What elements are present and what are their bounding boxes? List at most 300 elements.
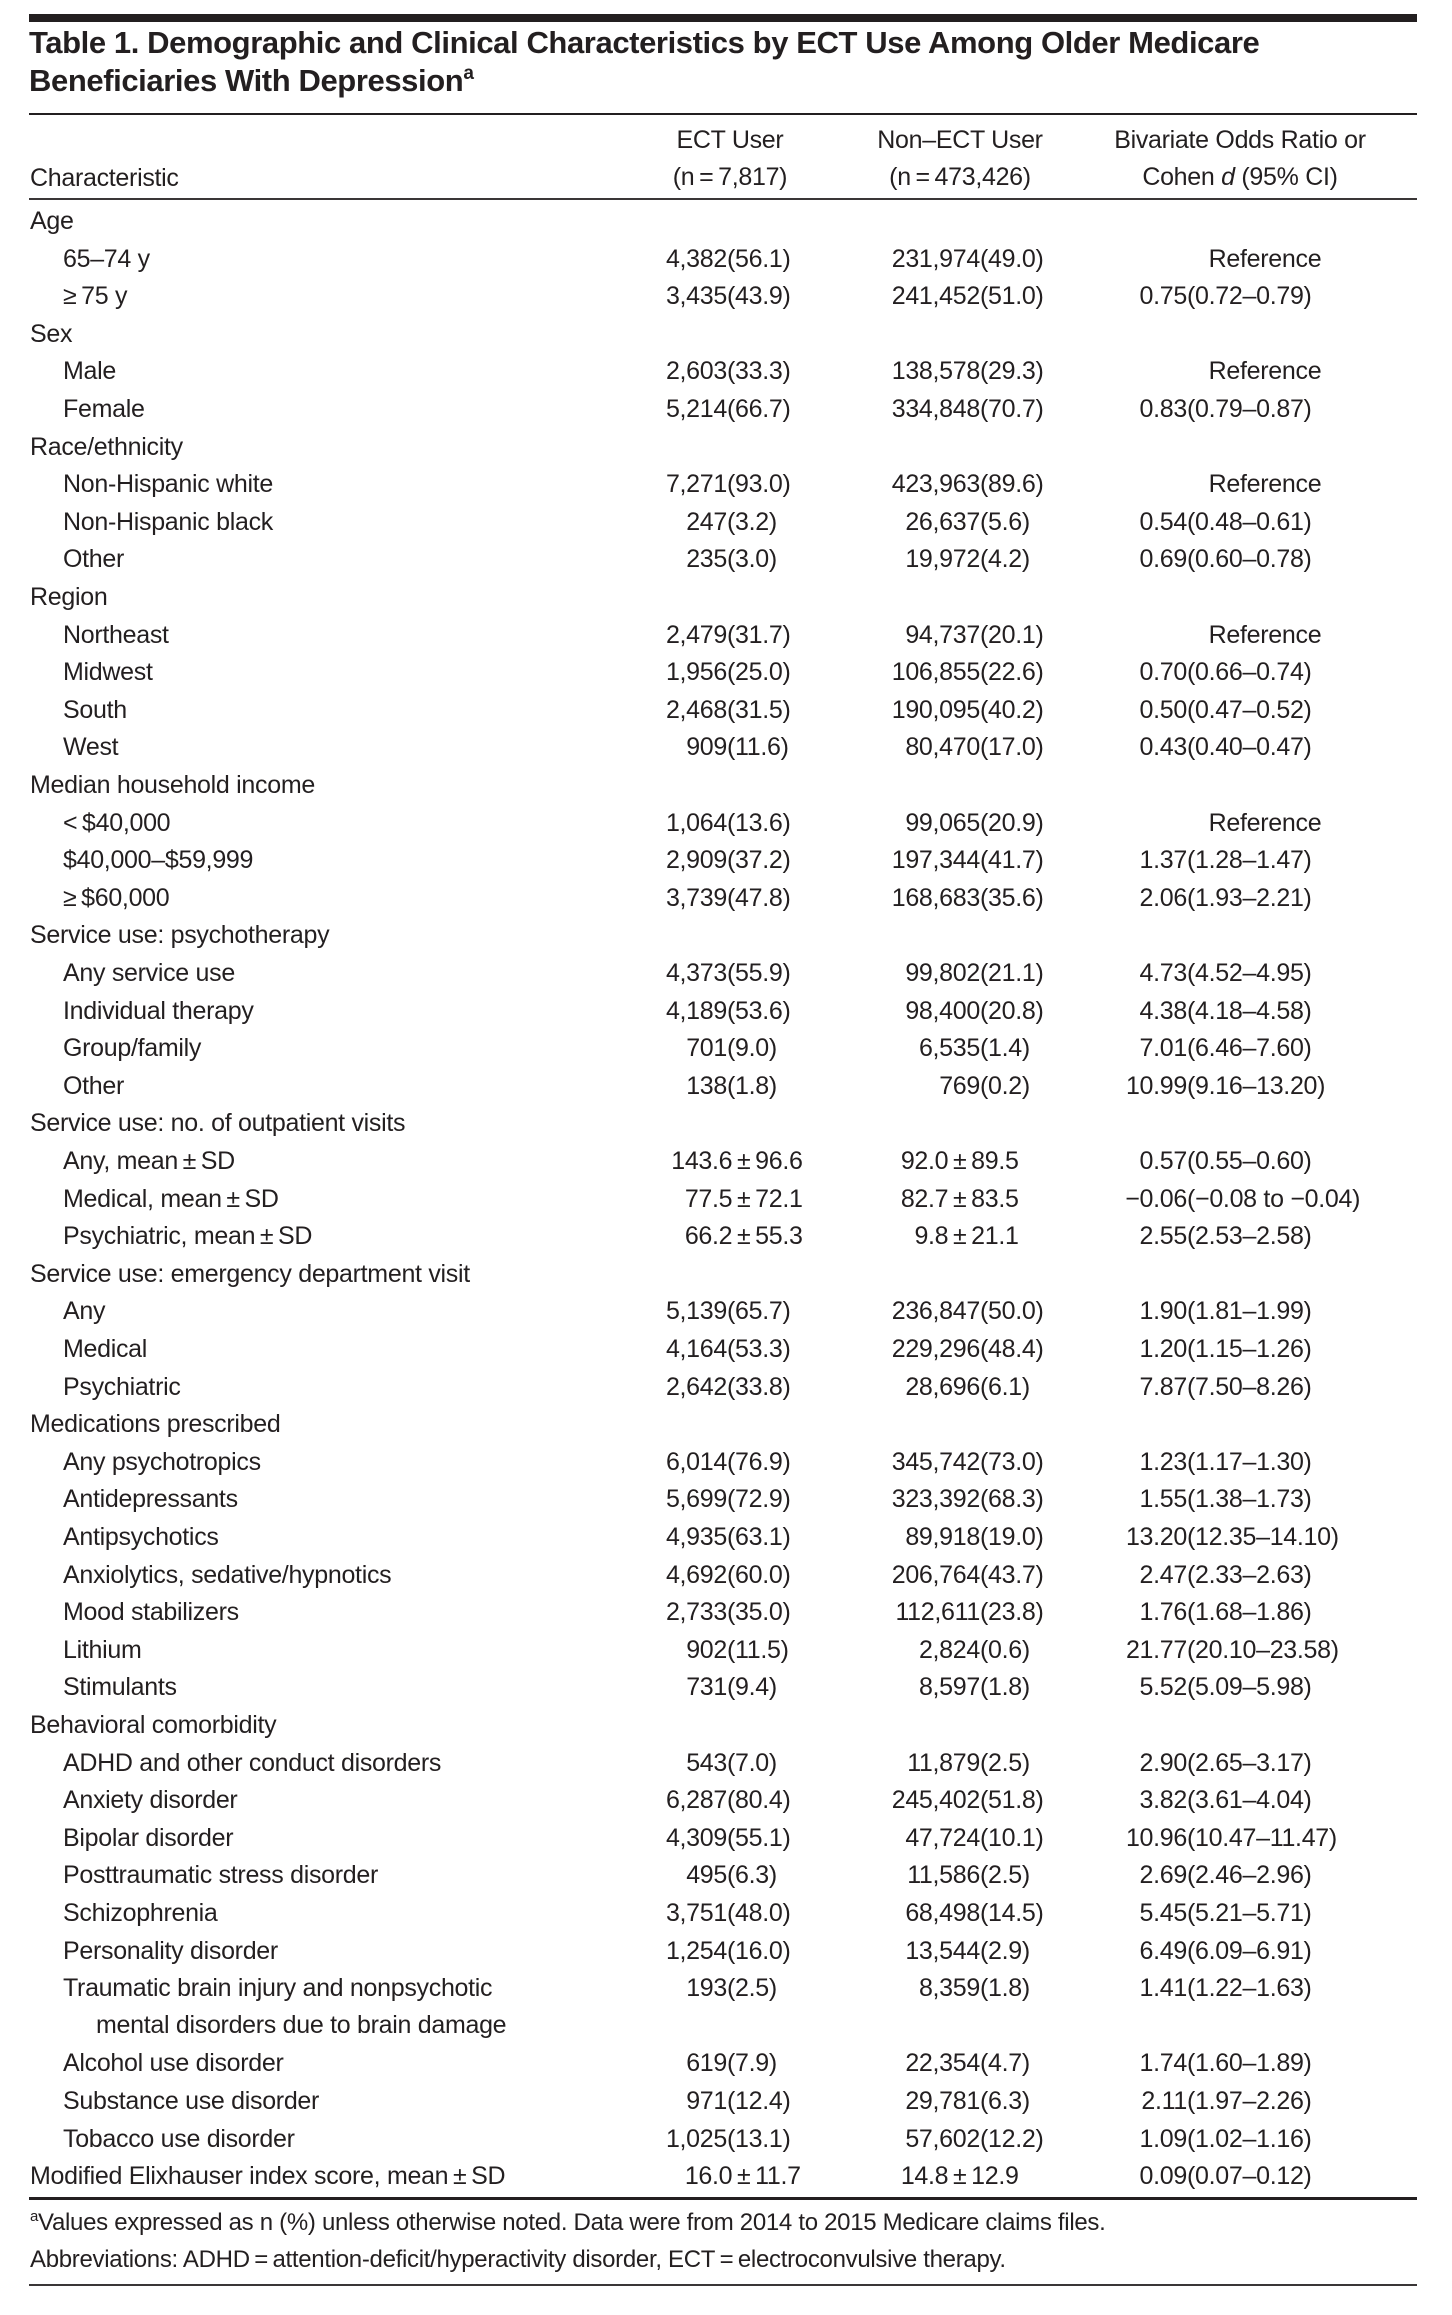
odds-ratio-value-detail: (5.21–5.71) bbox=[1187, 1899, 1312, 1927]
row-label: Any bbox=[63, 1297, 106, 1326]
row-label: Any psychotropics bbox=[63, 1447, 261, 1476]
table-row bbox=[0, 1782, 1452, 1819]
table-row bbox=[0, 1933, 1452, 1970]
row-label: Bipolar disorder bbox=[63, 1823, 234, 1852]
ect-user-value-detail: ± 72.1 bbox=[737, 1184, 803, 1213]
odds-ratio-value-detail: (3.61–4.04) bbox=[1187, 1786, 1312, 1815]
non-ect-user-value-main: 99,802 bbox=[905, 959, 980, 987]
table-row bbox=[0, 1218, 1452, 1255]
ect-user-value-main: 4,164 bbox=[665, 1335, 727, 1363]
ect-user-value-main: 1,025 bbox=[665, 2124, 727, 2153]
non-ect-user-value-main: 89,918 bbox=[905, 1523, 980, 1551]
odds-ratio-value-detail: (0.66–0.74) bbox=[1187, 658, 1312, 687]
ect-user-value-main: 4,189 bbox=[665, 996, 727, 1025]
row-label: Psychiatric bbox=[63, 1372, 181, 1401]
non-ect-user-value-main: 334,848 bbox=[891, 395, 980, 423]
ect-user-value-detail: (31.7) bbox=[727, 620, 791, 649]
ect-user-value-main: 5,214 bbox=[665, 395, 727, 423]
odds-ratio-value-detail: (1.38–1.73) bbox=[1187, 1485, 1312, 1514]
ect-user-value-main: 2,642 bbox=[665, 1372, 727, 1401]
non-ect-user-value-detail: (43.7) bbox=[980, 1560, 1044, 1589]
row-label: Anxiety disorder bbox=[63, 1786, 238, 1815]
row-label: 65–74 y bbox=[63, 244, 150, 273]
odds-ratio-value-main: 1.74 bbox=[1139, 2049, 1187, 2078]
ect-user-value-detail: (33.8) bbox=[727, 1372, 791, 1401]
ect-user-value-main: 1,064 bbox=[665, 808, 727, 837]
odds-ratio-value-main: 10.99 bbox=[1125, 1071, 1187, 1100]
ect-user-value-main: 235 bbox=[686, 545, 727, 574]
ect-user-value-main: 2,468 bbox=[665, 695, 727, 724]
odds-ratio-value-detail: (0.48–0.61) bbox=[1187, 507, 1312, 536]
non-ect-user-value-detail: (6.3) bbox=[980, 2087, 1030, 2115]
table-row bbox=[0, 1331, 1452, 1368]
non-ect-user-value-detail: (35.6) bbox=[980, 883, 1044, 912]
odds-ratio-value-main: 0.09 bbox=[1139, 2162, 1187, 2191]
row-label: Stimulants bbox=[63, 1673, 177, 1702]
row-label: Substance use disorder bbox=[63, 2087, 320, 2115]
table-title bbox=[29, 24, 1429, 100]
odds-ratio-value-detail: (7.50–8.26) bbox=[1187, 1372, 1312, 1401]
non-ect-user-value-detail: (2.5) bbox=[980, 1748, 1030, 1777]
odds-ratio-value-main: 1.90 bbox=[1139, 1297, 1187, 1326]
odds-ratio-value-main: 2.06 bbox=[1139, 883, 1187, 912]
non-ect-user-value-main: 47,724 bbox=[905, 1823, 980, 1852]
odds-ratio-value-main: 13.20 bbox=[1125, 1523, 1187, 1551]
table-row bbox=[0, 1895, 1452, 1932]
odds-ratio-value-detail: (6.09–6.91) bbox=[1187, 1936, 1312, 1965]
reference-label: Reference bbox=[1208, 620, 1322, 649]
non-ect-user-value-main: 82.7 bbox=[900, 1184, 953, 1213]
non-ect-user-value-detail: (51.0) bbox=[980, 282, 1044, 311]
row-label: Individual therapy bbox=[63, 996, 254, 1025]
odds-ratio-value-detail: (20.10–23.58) bbox=[1187, 1635, 1339, 1664]
non-ect-user-value-detail: (50.0) bbox=[980, 1297, 1044, 1326]
ect-user-value-main: 3,739 bbox=[665, 883, 727, 912]
odds-ratio-value-detail: (−0.08 to −0.04) bbox=[1187, 1184, 1361, 1213]
non-ect-user-value-detail: (49.0) bbox=[980, 244, 1044, 273]
row-label: Region bbox=[30, 583, 108, 611]
row-label: Other bbox=[63, 1071, 125, 1100]
odds-ratio-value-main: 1.55 bbox=[1139, 1485, 1187, 1514]
row-label: ≥ 75 y bbox=[63, 282, 128, 311]
ect-user-value-detail: (55.9) bbox=[727, 959, 791, 987]
row-label: Behavioral comorbidity bbox=[30, 1711, 277, 1739]
table-row bbox=[0, 692, 1452, 729]
row-label: Any service use bbox=[63, 959, 235, 987]
table-group-row bbox=[0, 429, 1452, 466]
non-ect-user-value-detail: (68.3) bbox=[980, 1485, 1044, 1514]
title-rule bbox=[29, 113, 1417, 115]
table-row bbox=[0, 2045, 1452, 2082]
odds-ratio-value-main: 1.09 bbox=[1139, 2124, 1187, 2153]
table-row bbox=[0, 504, 1452, 541]
non-ect-user-value-detail: (14.5) bbox=[980, 1899, 1044, 1927]
ect-user-value-main: 2,733 bbox=[665, 1598, 727, 1627]
non-ect-user-value-main: 236,847 bbox=[891, 1297, 980, 1326]
header-ect-user bbox=[640, 122, 820, 196]
non-ect-user-value-main: 9.8 bbox=[914, 1222, 953, 1251]
table-row bbox=[0, 391, 1452, 428]
row-label: Female bbox=[63, 395, 145, 423]
ect-user-value-main: 5,699 bbox=[665, 1485, 727, 1514]
table-group-row bbox=[0, 316, 1452, 353]
ect-user-value-detail: (3.2) bbox=[727, 507, 777, 536]
row-label: $40,000–$59,999 bbox=[63, 846, 254, 875]
ect-user-value-detail: (7.0) bbox=[727, 1748, 777, 1777]
row-label: Age bbox=[30, 207, 74, 235]
non-ect-user-value-main: 769 bbox=[939, 1071, 980, 1100]
ect-user-value-main: 2,479 bbox=[665, 620, 727, 649]
non-ect-user-value-main: 231,974 bbox=[891, 244, 980, 273]
row-label: Schizophrenia bbox=[63, 1899, 218, 1927]
row-label: Median household income bbox=[30, 771, 315, 799]
ect-user-value-main: 909 bbox=[686, 733, 727, 762]
ect-user-value-detail: (11.5) bbox=[727, 1635, 789, 1664]
odds-ratio-value-main: 6.49 bbox=[1139, 1936, 1187, 1965]
footnote-end-rule bbox=[29, 2284, 1417, 2286]
non-ect-user-value-detail: ± 12.9 bbox=[953, 2162, 1019, 2191]
non-ect-user-value-detail: (0.2) bbox=[980, 1071, 1030, 1100]
non-ect-user-value-main: 197,344 bbox=[891, 846, 980, 875]
odds-ratio-value-detail: (1.17–1.30) bbox=[1187, 1447, 1312, 1476]
non-ect-user-value-detail: (4.7) bbox=[980, 2049, 1030, 2078]
header-odds-ratio bbox=[1090, 122, 1390, 196]
row-label: ADHD and other conduct disorders bbox=[63, 1748, 442, 1777]
ect-user-value-detail: (55.1) bbox=[727, 1823, 791, 1852]
non-ect-user-value-detail: (20.1) bbox=[980, 620, 1044, 649]
table-row bbox=[0, 1369, 1452, 1406]
ect-user-value-main: 6,287 bbox=[665, 1786, 727, 1815]
ect-user-value-main: 701 bbox=[686, 1034, 727, 1063]
table-row bbox=[0, 1820, 1452, 1857]
non-ect-user-value-detail: (2.5) bbox=[980, 1861, 1030, 1890]
odds-ratio-value-detail: (0.55–0.60) bbox=[1187, 1147, 1312, 1175]
non-ect-user-value-detail: (20.9) bbox=[980, 808, 1044, 837]
top-rule bbox=[29, 14, 1417, 22]
row-label: Mood stabilizers bbox=[63, 1598, 239, 1627]
header-characteristic: Characteristic bbox=[30, 164, 179, 192]
non-ect-user-value-main: 22,354 bbox=[905, 2049, 980, 2078]
non-ect-user-value-detail: (48.4) bbox=[980, 1335, 1044, 1363]
ect-user-value-detail: (12.4) bbox=[727, 2087, 791, 2115]
row-label: Northeast bbox=[63, 620, 169, 649]
ect-user-value-main: 77.5 bbox=[684, 1184, 737, 1213]
odds-ratio-value-detail: (10.47–11.47) bbox=[1187, 1823, 1337, 1852]
non-ect-user-value-detail: (6.1) bbox=[980, 1372, 1030, 1401]
non-ect-user-value-main: 168,683 bbox=[891, 883, 980, 912]
non-ect-user-value-detail: (21.1) bbox=[980, 959, 1044, 987]
ect-user-value-main: 16.0 bbox=[684, 2162, 737, 2191]
odds-ratio-value-detail: (1.22–1.63) bbox=[1187, 1974, 1312, 2003]
table-group-row bbox=[0, 1256, 1452, 1293]
row-label: Antidepressants bbox=[63, 1485, 238, 1514]
row-label: Midwest bbox=[63, 658, 153, 687]
ect-user-value-main: 543 bbox=[686, 1748, 727, 1777]
non-ect-user-value-main: 2,824 bbox=[918, 1635, 980, 1664]
odds-ratio-value-detail: (1.60–1.89) bbox=[1187, 2049, 1312, 2078]
non-ect-user-value-detail: (12.2) bbox=[980, 2124, 1044, 2153]
row-label: Psychiatric, mean ± SD bbox=[63, 1222, 313, 1251]
non-ect-user-value-main: 190,095 bbox=[891, 695, 980, 724]
ect-user-value-main: 971 bbox=[686, 2087, 727, 2115]
row-label: ≥ $60,000 bbox=[63, 883, 170, 912]
table-row bbox=[0, 241, 1452, 278]
ect-user-value-detail: (72.9) bbox=[727, 1485, 791, 1514]
ect-user-value-main: 902 bbox=[686, 1635, 727, 1664]
odds-ratio-value-main: 0.57 bbox=[1139, 1147, 1187, 1175]
ect-user-value-detail: (31.5) bbox=[727, 695, 791, 724]
table-row bbox=[0, 1557, 1452, 1594]
odds-ratio-value-detail: (4.52–4.95) bbox=[1187, 959, 1312, 987]
ect-user-value-detail: (53.6) bbox=[727, 996, 791, 1025]
non-ect-user-value-main: 112,611 bbox=[895, 1598, 980, 1627]
row-label: Modified Elixhauser index score, mean ± SD bbox=[30, 2162, 506, 2191]
odds-ratio-value-main: 10.96 bbox=[1125, 1823, 1187, 1852]
odds-ratio-value-main: 0.75 bbox=[1139, 282, 1187, 311]
ect-user-value-detail: (80.4) bbox=[727, 1786, 791, 1815]
non-ect-user-value-main: 28,696 bbox=[905, 1372, 980, 1401]
non-ect-user-value-main: 6,535 bbox=[918, 1034, 980, 1063]
table-row bbox=[0, 729, 1452, 766]
odds-ratio-value-detail: (2.46–2.96) bbox=[1187, 1861, 1312, 1890]
ect-user-value-main: 3,751 bbox=[665, 1899, 727, 1927]
table-group-row bbox=[0, 1105, 1452, 1142]
table-row bbox=[0, 1444, 1452, 1481]
table-row bbox=[0, 1519, 1452, 1556]
table-row bbox=[0, 2158, 1452, 2195]
ect-user-value-detail: (48.0) bbox=[727, 1899, 791, 1927]
ect-user-value-detail: (2.5) bbox=[727, 1974, 777, 2003]
table-row bbox=[0, 1293, 1452, 1330]
row-label: West bbox=[63, 733, 119, 762]
odds-ratio-value-detail: (0.07–0.12) bbox=[1187, 2162, 1312, 2191]
table-row bbox=[0, 880, 1452, 917]
non-ect-user-value-main: 229,296 bbox=[891, 1335, 980, 1363]
reference-label: Reference bbox=[1208, 357, 1322, 386]
row-label: Lithium bbox=[63, 1635, 142, 1664]
row-label: Service use: psychotherapy bbox=[30, 921, 330, 950]
non-ect-user-value-detail: (23.8) bbox=[980, 1598, 1044, 1627]
row-label: Traumatic brain injury and nonpsychotic bbox=[63, 1974, 493, 2003]
odds-ratio-value-detail: (0.40–0.47) bbox=[1187, 733, 1312, 762]
ect-user-value-detail: ± 96.6 bbox=[737, 1147, 803, 1175]
footnote-marker: a bbox=[463, 63, 474, 84]
odds-ratio-value-main: 1.41 bbox=[1139, 1974, 1187, 2003]
reference-label: Reference bbox=[1208, 808, 1322, 837]
non-ect-user-value-main: 14.8 bbox=[900, 2162, 953, 2191]
ect-user-value-main: 138 bbox=[686, 1071, 727, 1100]
non-ect-user-value-main: 206,764 bbox=[891, 1560, 980, 1589]
odds-ratio-value-main: 7.01 bbox=[1139, 1034, 1187, 1063]
non-ect-user-value-main: 68,498 bbox=[905, 1899, 980, 1927]
odds-ratio-value-detail: (0.79–0.87) bbox=[1187, 395, 1312, 423]
row-label: Service use: no. of outpatient visits bbox=[30, 1109, 406, 1138]
non-ect-user-value-main: 106,855 bbox=[891, 658, 980, 687]
header-non-ect-user bbox=[860, 122, 1060, 196]
non-ect-user-value-detail: (1.8) bbox=[980, 1974, 1030, 2003]
ect-user-value-main: 193 bbox=[686, 1974, 727, 2003]
table-row bbox=[0, 1745, 1452, 1782]
row-label: Race/ethnicity bbox=[30, 432, 183, 461]
ect-user-value-main: 731 bbox=[686, 1673, 727, 1702]
odds-ratio-value-main: 2.69 bbox=[1139, 1861, 1187, 1890]
table-row bbox=[0, 805, 1452, 842]
ect-user-value-main: 247 bbox=[686, 507, 727, 536]
table-row bbox=[0, 1181, 1452, 1218]
odds-ratio-value-main: 5.45 bbox=[1139, 1899, 1187, 1927]
table-row bbox=[0, 1970, 1452, 2040]
odds-ratio-value-detail: (12.35–14.10) bbox=[1187, 1523, 1339, 1551]
odds-ratio-value-main: 1.37 bbox=[1139, 846, 1187, 875]
non-ect-user-value-main: 57,602 bbox=[905, 2124, 980, 2153]
odds-ratio-value-detail: (9.16–13.20) bbox=[1187, 1071, 1326, 1100]
ect-user-value-main: 619 bbox=[686, 2049, 727, 2078]
row-label: Tobacco use disorder bbox=[63, 2124, 295, 2153]
ect-user-value-detail: (56.1) bbox=[727, 244, 791, 273]
non-ect-user-value-main: 29,781 bbox=[905, 2087, 980, 2115]
table-row bbox=[0, 955, 1452, 992]
non-ect-user-value-main: 94,737 bbox=[905, 620, 980, 649]
row-label: Personality disorder bbox=[63, 1936, 278, 1965]
non-ect-user-value-detail: (73.0) bbox=[980, 1447, 1044, 1476]
odds-ratio-value-main: 2.55 bbox=[1139, 1222, 1187, 1251]
odds-ratio-value-main: 3.82 bbox=[1139, 1786, 1187, 1815]
ect-user-value-main: 5,139 bbox=[665, 1297, 727, 1326]
non-ect-user-value-detail: (19.0) bbox=[980, 1523, 1044, 1551]
table-row bbox=[0, 1481, 1452, 1518]
odds-ratio-value-main: 4.73 bbox=[1139, 959, 1187, 987]
table-row bbox=[0, 2083, 1452, 2120]
non-ect-user-value-main: 8,597 bbox=[918, 1673, 980, 1702]
non-ect-user-value-detail: (20.8) bbox=[980, 996, 1044, 1025]
ect-user-value-detail: (13.1) bbox=[727, 2124, 791, 2153]
table-group-row bbox=[0, 579, 1452, 616]
non-ect-user-value-detail: (70.7) bbox=[980, 395, 1044, 423]
table-row bbox=[0, 2121, 1452, 2158]
non-ect-user-value-main: 80,470 bbox=[905, 733, 980, 762]
table-row bbox=[0, 278, 1452, 315]
table-title-text: Table 1. Demographic and Clinical Characteristics by ECT Use Among Older Medicare Beneficiaries With Depression bbox=[29, 25, 1260, 98]
odds-ratio-value-detail: (2.65–3.17) bbox=[1187, 1748, 1312, 1777]
odds-ratio-value-detail: (0.72–0.79) bbox=[1187, 282, 1312, 311]
row-label: Group/family bbox=[63, 1034, 202, 1063]
row-label-continuation: mental disorders due to brain damage bbox=[96, 2011, 507, 2040]
non-ect-user-value-main: 8,359 bbox=[918, 1974, 980, 2003]
odds-ratio-value-detail: (1.68–1.86) bbox=[1187, 1598, 1312, 1627]
footnote-a bbox=[30, 2204, 1105, 2241]
odds-ratio-value-main: 2.11 bbox=[1141, 2087, 1187, 2115]
ect-user-value-main: 1,254 bbox=[665, 1936, 727, 1965]
odds-ratio-value-main: −0.06 bbox=[1125, 1184, 1187, 1213]
non-ect-user-value-detail: (5.6) bbox=[980, 507, 1030, 536]
ect-user-value-detail: (93.0) bbox=[727, 470, 791, 499]
row-label: Posttraumatic stress disorder bbox=[63, 1861, 379, 1890]
non-ect-user-value-detail: (40.2) bbox=[980, 695, 1044, 724]
ect-user-value-detail: (33.3) bbox=[727, 357, 791, 386]
table-group-row bbox=[0, 203, 1452, 240]
row-label: Non-Hispanic white bbox=[63, 470, 273, 499]
non-ect-user-value-main: 241,452 bbox=[891, 282, 980, 311]
ect-user-value-detail: (1.8) bbox=[727, 1071, 777, 1100]
table-row bbox=[0, 1143, 1452, 1180]
footnote-a-text: Values expressed as n (%) unless otherwise noted. Data were from 2014 to 2015 Medicare claims files. bbox=[38, 2209, 1106, 2236]
reference-label: Reference bbox=[1208, 470, 1322, 499]
non-ect-user-value-detail: (22.6) bbox=[980, 658, 1044, 687]
non-ect-user-value-detail: ± 83.5 bbox=[953, 1184, 1019, 1213]
non-ect-user-value-detail: (41.7) bbox=[980, 846, 1044, 875]
odds-ratio-value-main: 2.47 bbox=[1139, 1560, 1187, 1589]
table-row bbox=[0, 1857, 1452, 1894]
body-end-rule bbox=[29, 2197, 1417, 2200]
odds-ratio-value-detail: (0.47–0.52) bbox=[1187, 695, 1312, 724]
non-ect-user-value-detail: (17.0) bbox=[980, 733, 1044, 762]
row-label: Non-Hispanic black bbox=[63, 507, 273, 536]
row-label: Medical bbox=[63, 1335, 148, 1363]
ect-user-value-main: 3,435 bbox=[665, 282, 727, 311]
reference-label: Reference bbox=[1208, 244, 1322, 273]
ect-user-value-detail: (9.4) bbox=[727, 1673, 777, 1702]
non-ect-user-value-main: 98,400 bbox=[905, 996, 980, 1025]
ect-user-value-detail: (66.7) bbox=[727, 395, 791, 423]
odds-ratio-value-main: 0.43 bbox=[1139, 733, 1187, 762]
row-label: Sex bbox=[30, 319, 73, 348]
table-group-row bbox=[0, 917, 1452, 954]
table-row bbox=[0, 1669, 1452, 1706]
odds-ratio-value-detail: (1.93–2.21) bbox=[1187, 883, 1312, 912]
row-label: South bbox=[63, 695, 127, 724]
table-row bbox=[0, 466, 1452, 503]
ect-user-value-detail: (47.8) bbox=[727, 883, 791, 912]
ect-user-value-detail: (13.6) bbox=[727, 808, 791, 837]
ect-user-value-detail: (63.1) bbox=[727, 1523, 791, 1551]
non-ect-user-value-main: 99,065 bbox=[905, 808, 980, 837]
non-ect-user-value-detail: (29.3) bbox=[980, 357, 1044, 386]
non-ect-user-value-main: 245,402 bbox=[891, 1786, 980, 1815]
odds-ratio-value-main: 0.54 bbox=[1139, 507, 1187, 536]
header-or-italic-d: d bbox=[1221, 163, 1235, 191]
header-or-post: (95% CI) bbox=[1234, 163, 1338, 191]
table-row bbox=[0, 353, 1452, 390]
non-ect-user-value-detail: (89.6) bbox=[980, 470, 1044, 499]
table-row bbox=[0, 993, 1452, 1030]
ect-user-value-detail: (6.3) bbox=[727, 1861, 777, 1890]
non-ect-user-value-detail: ± 89.5 bbox=[953, 1147, 1019, 1175]
odds-ratio-value-detail: (1.28–1.47) bbox=[1187, 846, 1312, 875]
non-ect-user-value-detail: (1.4) bbox=[980, 1034, 1030, 1063]
odds-ratio-value-detail: (1.81–1.99) bbox=[1187, 1297, 1312, 1326]
ect-user-value-detail: (3.0) bbox=[727, 545, 777, 574]
row-label: Medications prescribed bbox=[30, 1410, 281, 1439]
non-ect-user-value-detail: (0.6) bbox=[980, 1635, 1030, 1664]
odds-ratio-value-main: 1.76 bbox=[1139, 1598, 1187, 1627]
row-label: Any, mean ± SD bbox=[63, 1147, 235, 1175]
ect-user-value-detail: (9.0) bbox=[727, 1034, 777, 1063]
ect-user-value-detail: (60.0) bbox=[727, 1560, 791, 1589]
table-row bbox=[0, 617, 1452, 654]
non-ect-user-value-detail: ± 21.1 bbox=[953, 1222, 1019, 1251]
row-label: Medical, mean ± SD bbox=[63, 1184, 279, 1213]
ect-user-value-detail: (25.0) bbox=[727, 658, 791, 687]
non-ect-user-value-main: 19,972 bbox=[905, 545, 980, 574]
ect-user-value-main: 4,373 bbox=[665, 959, 727, 987]
ect-user-value-main: 4,692 bbox=[665, 1560, 727, 1589]
odds-ratio-value-detail: (1.97–2.26) bbox=[1187, 2087, 1312, 2115]
non-ect-user-value-main: 138,578 bbox=[891, 357, 980, 386]
table-group-row bbox=[0, 1406, 1452, 1443]
ect-user-value-detail: (43.9) bbox=[727, 282, 791, 311]
header-or-pre: Cohen bbox=[1142, 163, 1222, 191]
non-ect-user-value-main: 13,544 bbox=[905, 1936, 980, 1965]
